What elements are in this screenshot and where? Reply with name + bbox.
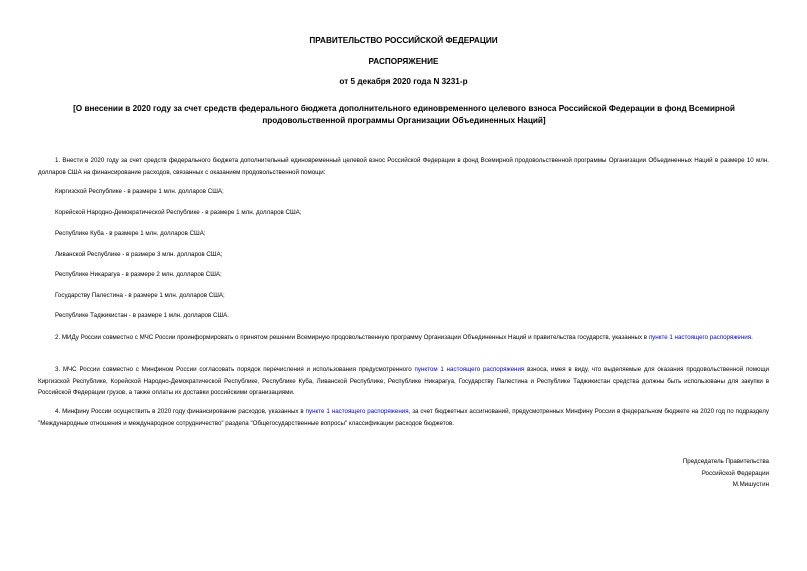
document-title: [О внесении в 2020 году за счет средств федерального бюджета дополнительного единовременного целевого взноса Российской Федерации в фонд Всемирной продовольственной программы Организации Объединенных Наций] (73, 104, 735, 125)
paragraph-4-text: 4. Минфину России осуществить в 2020 году финансирование расходов, указанных в (55, 408, 306, 415)
document-date-number: от 5 декабря 2020 года N 3231-р (339, 77, 468, 86)
paragraph-3-text: 3. МЧС России совместно с Минфином России согласовать порядок перечисления и использования предусмотренного (55, 366, 415, 373)
government-heading: ПРАВИТЕЛЬСТВО РОССИЙСКОЙ ФЕДЕРАЦИИ (309, 36, 498, 45)
paragraph-2-end: . (751, 334, 753, 341)
list-item: Киргизской Республике - в размере 1 млн. долларов США; (55, 188, 224, 195)
signature-block (569, 456, 769, 491)
list-item: Республике Никарагуа - в размере 2 млн. долларов США; (55, 271, 222, 278)
list-item: Республике Куба - в размере 1 млн. долларов США; (55, 230, 206, 237)
paragraph-3-link[interactable]: пунктом 1 настоящего распоряжения (414, 366, 525, 373)
list-item: Государству Палестина - в размере 1 млн. долларов США; (55, 292, 225, 299)
list-item: Ливанской Республике - в размере 3 млн. долларов США; (55, 251, 223, 258)
paragraph-3 (38, 364, 769, 399)
paragraph-1: 1. Внести в 2020 году за счет средств федерального бюджета дополнительный единовременный целевой взнос Российской Федерации в фонд Всемирной продовольственной программы Организации Объединенных Наций в размере 10 млн. долларов США на финансирование расходов, связанных с оказанием продовольственной помощи: (38, 157, 769, 176)
document-type: РАСПОРЯЖЕНИЕ (368, 57, 439, 66)
paragraph-2-text: 2. МИДу России совместно с МЧС России проинформировать о принятом решении Всемирную продовольственную программу Организации Объединенных Наций и правительства государств, указанных в (55, 334, 649, 341)
paragraph-2-link[interactable]: пункте 1 настоящего распоряжения (648, 334, 752, 341)
list-item: Республике Таджикистан - в размере 1 млн. долларов США. (55, 312, 229, 319)
paragraph-4 (38, 406, 769, 429)
paragraph-4-link[interactable]: пункте 1 настоящего распоряжения (305, 408, 409, 415)
paragraph-4-end: , за счет бюджетных ассигнований, предусмотренных Минфину России в федеральном бюджете на 2020 год по подразделу "Международные отношения и международное сотрудничество" раздела "Общегосударственные вопросы" классификации расходов бюджетов. (38, 408, 769, 427)
signature-title: Председатель Правительства (682, 458, 769, 465)
signature-organization: Российской Федерации (701, 469, 769, 477)
list-item: Корейской Народно-Демократической Республике - в размере 1 млн. долларов США; (55, 209, 302, 216)
paragraph-2 (38, 332, 769, 344)
signature-name: М.Мишустин (732, 481, 769, 488)
paragraph-3-end: взноса, имея в виду, что выделяемые для оказания продовольственной помощи Киргизской Республике, Корейской Народно-Демократической Республике, Республике Куба, Ливанской Республике, Республике Никарагуа, Государству Палестина и Республике Таджикистан средства должны быть использованы для закупки в Российской Федерации грузов, а также оплаты их доставки российскими организациями. (38, 366, 769, 396)
